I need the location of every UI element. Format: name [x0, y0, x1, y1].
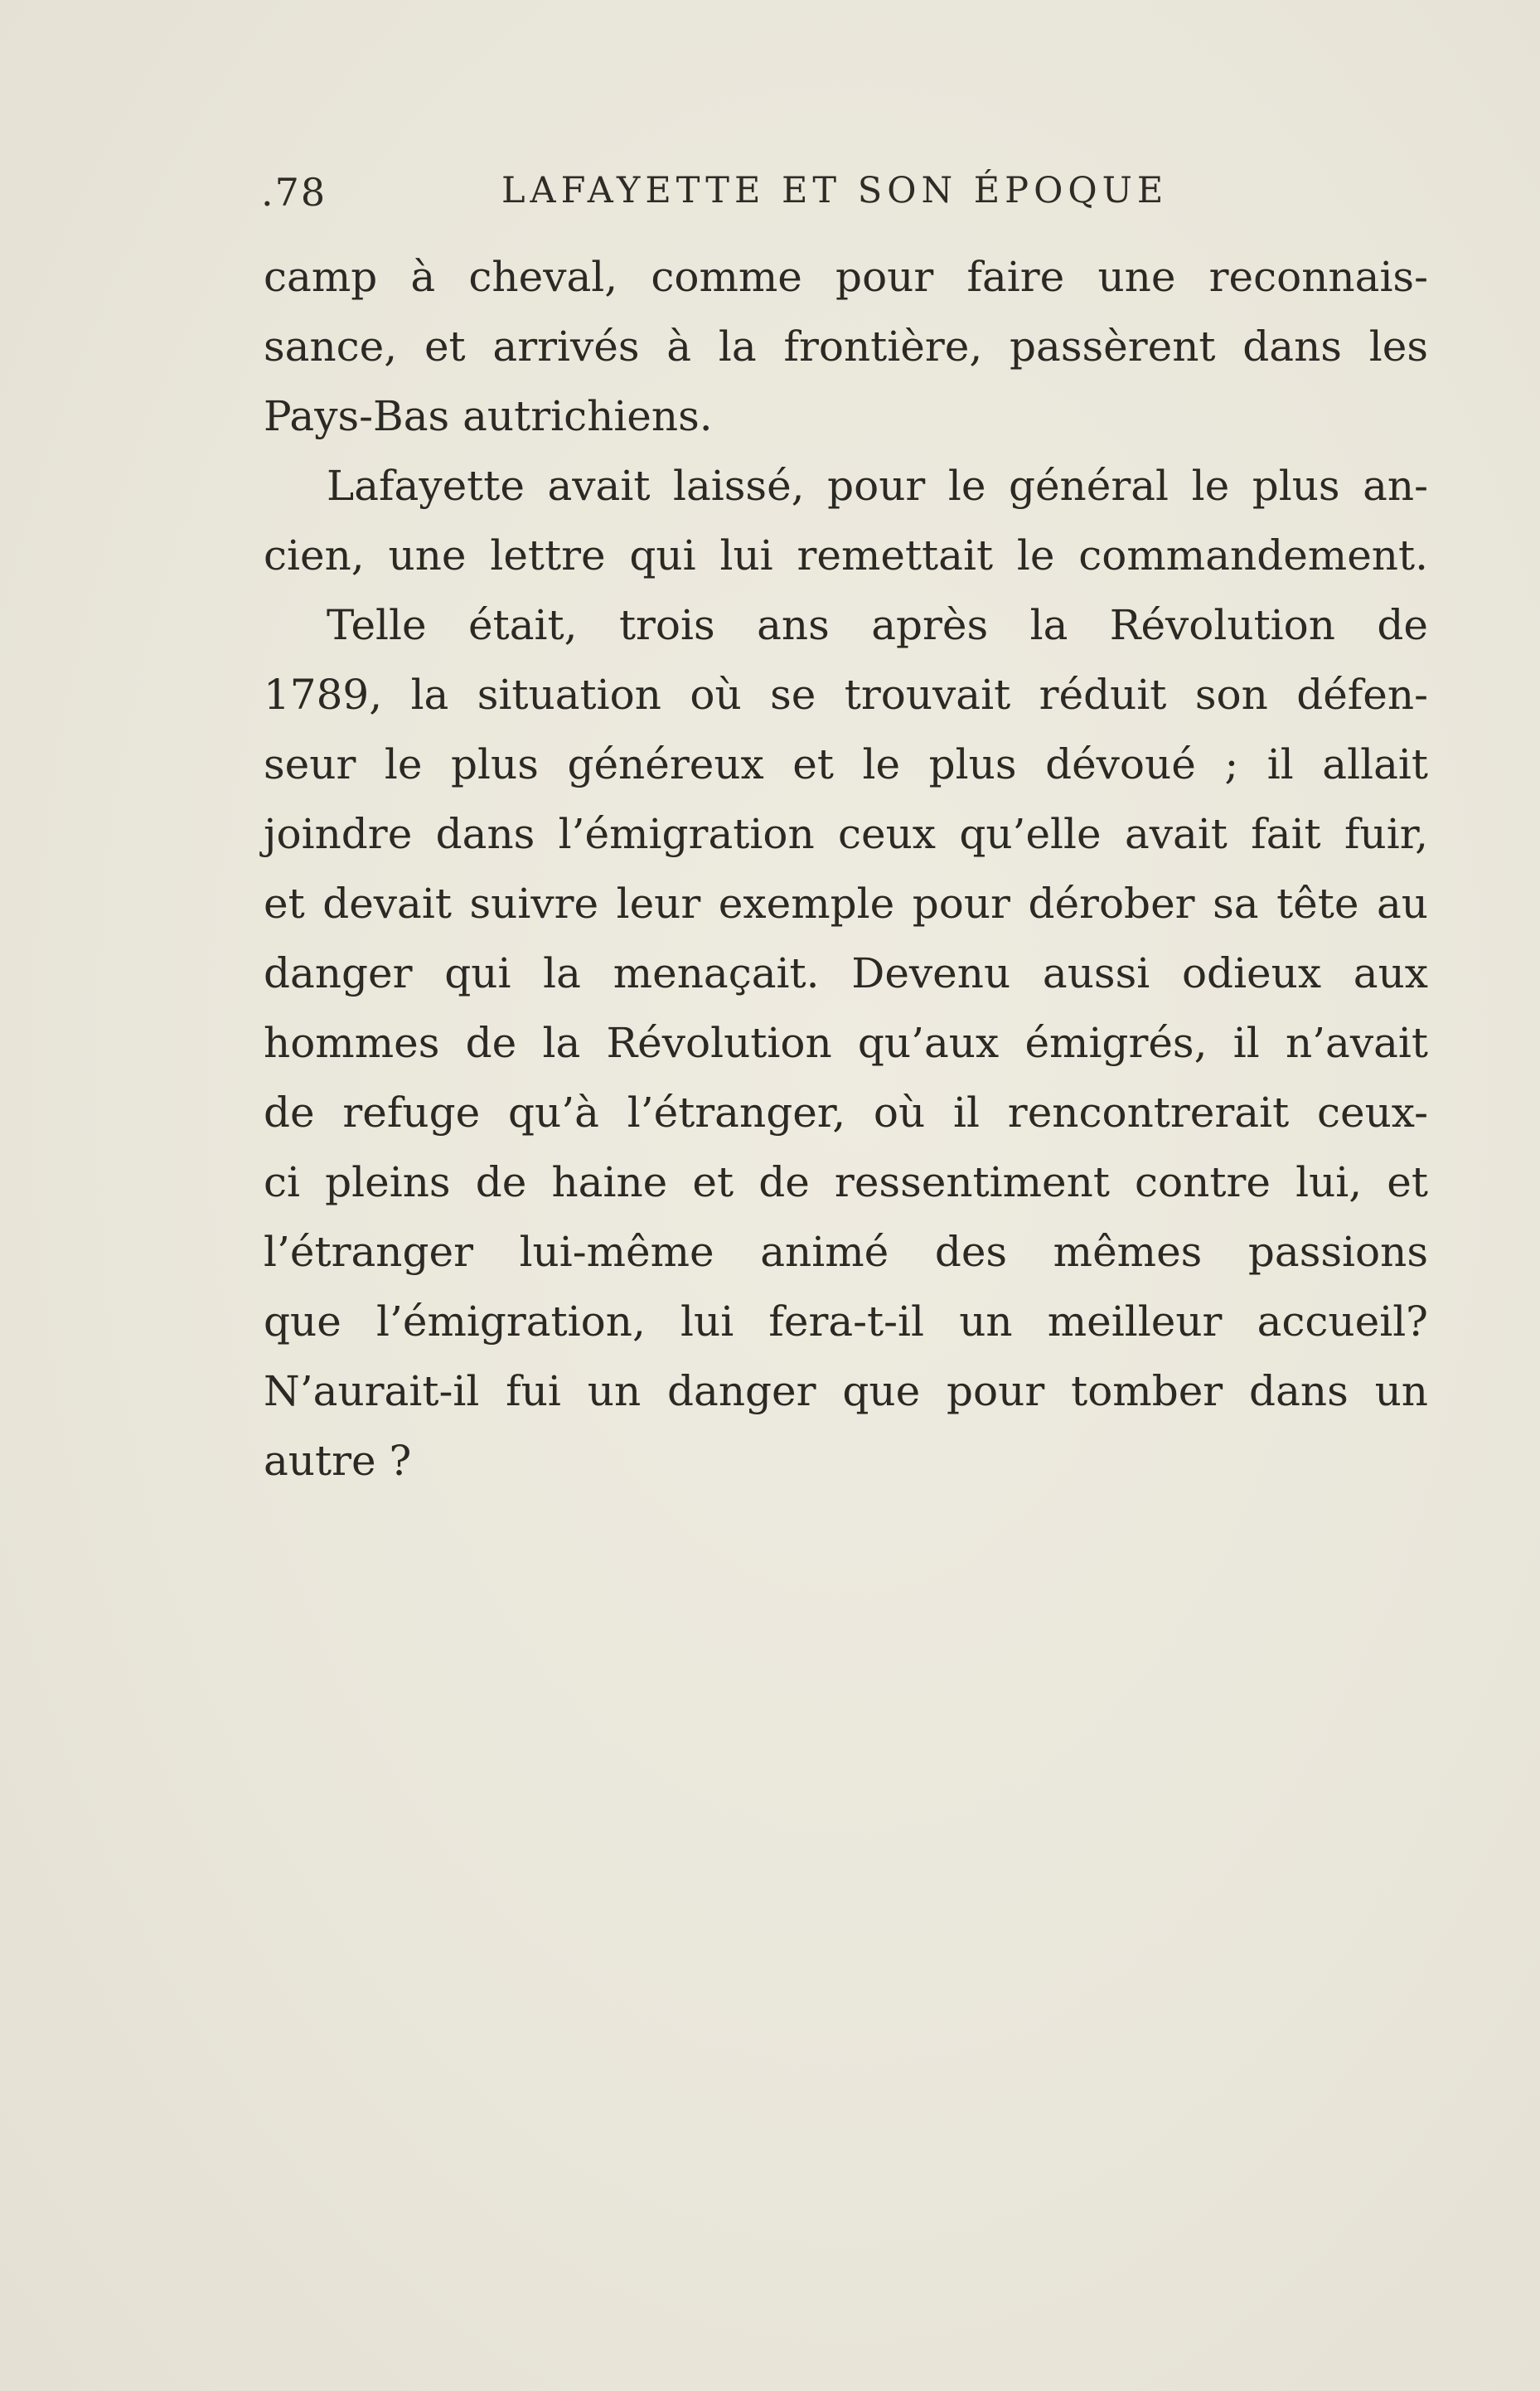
text-line: Telle était, trois ans après la Révolution de: [327, 601, 1428, 649]
page-header: [261, 170, 1430, 220]
text-line: cien, une lettre qui lui remettait le commandement.: [264, 531, 1428, 580]
text-line: seur le plus généreux et le plus dévoué ; il allait: [264, 740, 1428, 788]
text-line: que l’émigration, lui fera-t-il un meilleur accueil?: [264, 1297, 1428, 1346]
text-line: Pays-Bas autrichiens.: [264, 392, 713, 440]
text-line: l’étranger lui-même animé des mêmes passions: [264, 1228, 1428, 1276]
text-line: danger qui la menaçait. Devenu aussi odieux aux: [264, 949, 1428, 997]
text-line: de refuge qu’à l’étranger, où il rencontrerait ceux-: [264, 1089, 1428, 1137]
text-line: joindre dans l’émigration ceux qu’elle avait fait fuir,: [264, 810, 1428, 858]
text-line: Lafayette avait laissé, pour le général le plus an-: [327, 462, 1428, 510]
text-line: autre ?: [264, 1437, 412, 1485]
text-line: N’aurait-il fui un danger que pour tomber dans un: [264, 1367, 1428, 1415]
text-line: ci pleins de haine et de ressentiment contre lui, et: [264, 1158, 1428, 1206]
text-line: hommes de la Révolution qu’aux émigrés, il n’avait: [264, 1019, 1428, 1067]
page-number: .78: [261, 170, 327, 215]
text-line: sance, et arrivés à la frontière, passèrent dans les: [264, 323, 1428, 371]
body-text: [264, 242, 1428, 1496]
running-title: LAFAYETTE ET SON ÉPOQUE: [501, 170, 1169, 211]
text-line: camp à cheval, comme pour faire une reconnais-: [264, 253, 1428, 301]
text-line: 1789, la situation où se trouvait réduit son défen-: [264, 671, 1428, 719]
text-line: et devait suivre leur exemple pour dérober sa tête au: [264, 880, 1428, 928]
